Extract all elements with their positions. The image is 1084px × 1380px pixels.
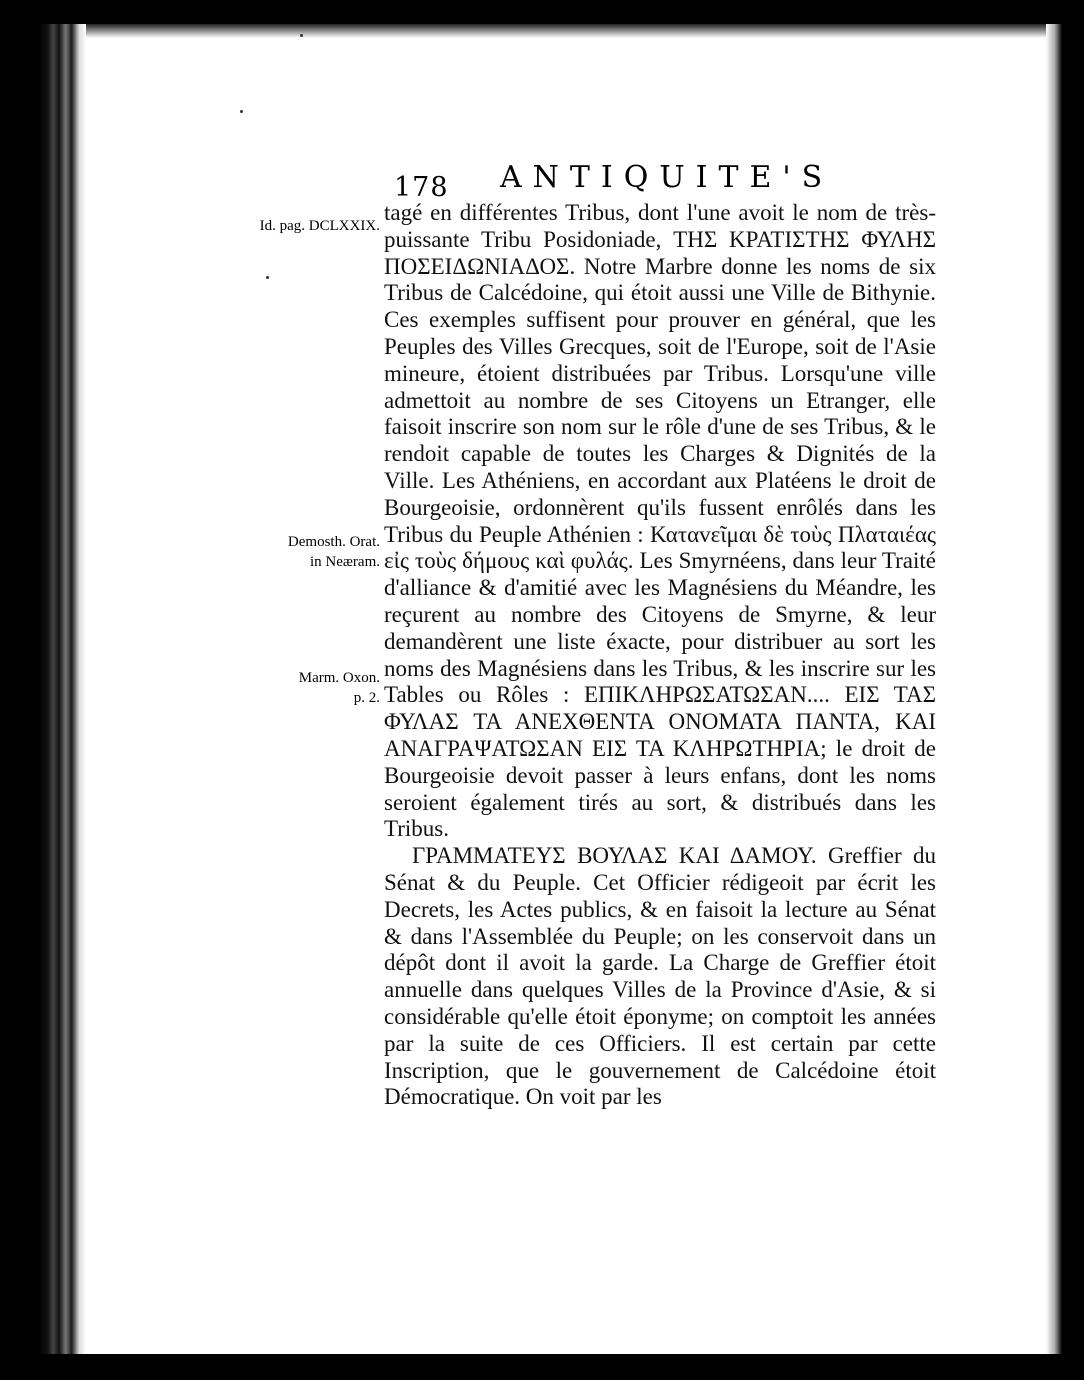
body-text [384,200,936,1111]
margin-note-marmor: Marm. Oxon. p. 2. [298,670,380,706]
margin-note-reference: Id. pag. DCLXXIX. [259,218,380,234]
scan-speck [266,276,269,279]
scan-top-shadow [38,24,1062,38]
page-header [394,160,854,202]
book-page [38,24,1062,1354]
margin-note-demosthenes: Demosth. Orat. in Neæram. [287,534,380,570]
paragraph: ΓΡΑΜΜΑΤΕΥΣ ΒΟΥΛΑΣ ΚΑΙ ΔΑΜΟΥ. Greffier du Sénat & du Peuple. Cet Officier rédigeoit par écrit les Decrets, les Actes publics, & en faisoit la lecture au Sénat & dans l'Assemblée du Peuple; on les conservoit dans un dépôt dont il avoit la garde. La Charge de Greffier étoit annuelle dans quelques Villes de la Province d'Asie, & si considérable qu'elle étoit éponyme; on comptoit les années par la suite de ces Officiers. Il est certain par cette Inscription, que le gouvernement de Calcédoine étoit Démocratique. On voit par les [384,843,936,1110]
scan-speck [300,34,303,37]
page-right-edge [1046,24,1062,1354]
paragraph: tagé en différentes Tribus, dont l'une avoit le nom de très-puissante Tribu Posidoniade, ΤΗΣ ΚΡΑΤΙΣΤΗΣ ΦΥΛΗΣ ΠΟΣΕΙΔΩΝΙΑΔΟΣ. Notre Marbre donne les noms de six Tribus de Calcédoine, qui étoit aussi une Ville de Bithynie. Ces exemples suffisent pour prouver en général, que les Peuples des Villes Grecques, soit de l'Europe, soit de l'Asie mineure, étoient distribuées par Tribus. Lorsqu'une ville admettoit au nombre de ses Citoyens un Etranger, elle faisoit inscrire son nom sur le rôle d'une de ses Tribus, & le rendoit capable de toutes les Charges & Dignités de la Ville. Les Athéniens, en accordant aux Platéens le droit de Bourgeoisie, ordonnèrent qu'ils fussent enrôlés dans les Tribus du Peuple Athénien : Καταvεῖμαι δὲ τοὺς Πλαταιέας εἰς τοὺς δήμους καὶ φυλάς. Les Smyrnéens, dans leur Traité d'alliance & d'amitié avec les Magnésiens du Méandre, les reçurent au nombre des Citoyens de Smyrne, & leur demandèrent une liste éxacte, pour distribuer au sort les noms des Magnésiens dans les Tribus, & les inscrire sur les Tables ou Rôles : ΕΠΙΚΛΗΡΩΣΑΤΩΣΑΝ.... ΕΙΣ ΤΑΣ ΦΥΛΑΣ ΤΑ ΑΝΕΧΘΕΝΤΑ ΟΝΟΜΑΤΑ ΠΑΝΤΑ, ΚΑΙ ΑΝΑΓΡΑΨΑΤΩΣΑΝ ΕΙΣ ΤΑ ΚΛΗΡΩΤΗΡΙΑ; le droit de Bourgeoisie devoit passer à leurs enfans, dont les noms seroient également tirés au sort, & distribués dans les Tribus. [384,200,936,842]
page-number: 178 [394,172,449,203]
running-title: ANTIQUITE'S [500,160,834,195]
book-gutter [38,24,86,1354]
scan-speck [240,110,243,113]
